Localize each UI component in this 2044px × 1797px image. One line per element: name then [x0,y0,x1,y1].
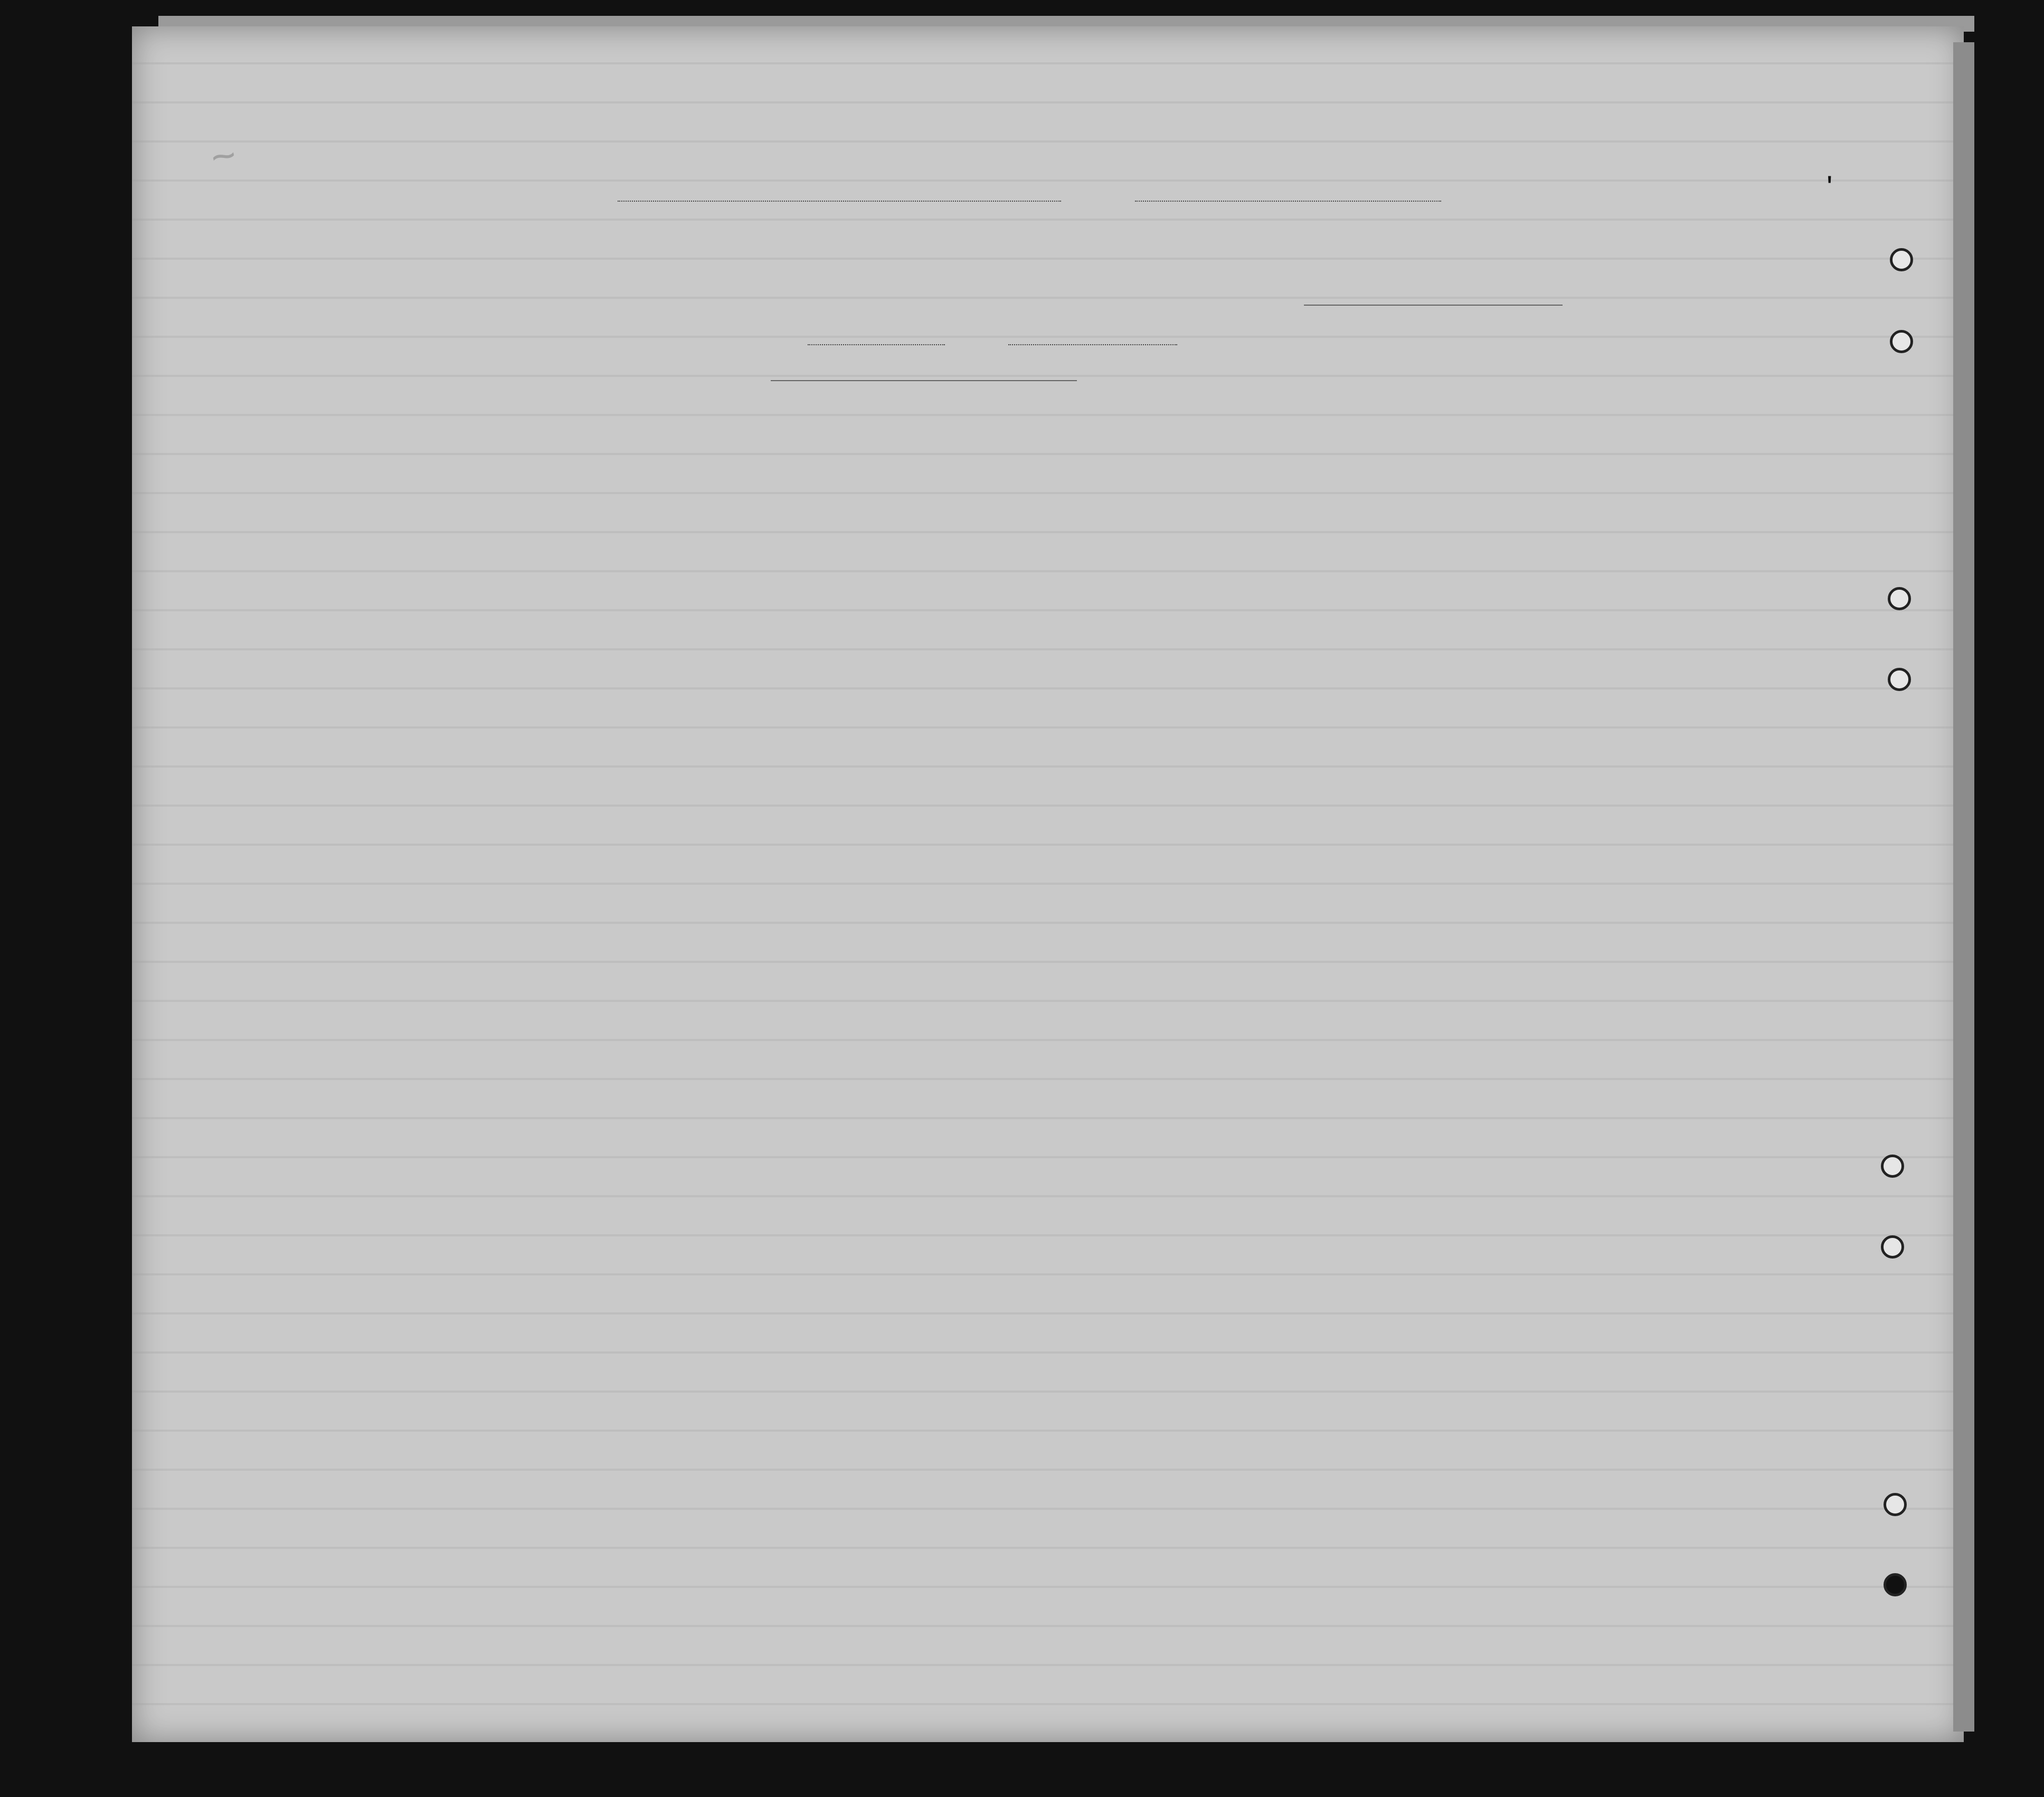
sworn-month-blank [1008,343,1177,345]
punch-hole [1888,587,1911,610]
paper-edge-right [1953,42,1974,1732]
document-page [132,26,1964,1742]
sworn-day-blank [808,343,945,345]
vessel-blank [1135,200,1441,202]
punch-hole [1888,668,1911,691]
punch-hole [1884,1573,1907,1596]
faint-handwriting-mark: ~ [206,130,241,182]
punch-hole [1890,248,1913,271]
bleed-through-texture [132,26,1964,1742]
name-blank [618,200,1061,202]
inspector-signature-line [771,379,1077,381]
punch-hole [1884,1493,1907,1516]
punch-hole [1890,330,1913,353]
pen-mark: ʹ [1827,169,1833,205]
punch-hole [1881,1235,1904,1259]
master-signature-line [1304,304,1563,306]
punch-hole [1881,1155,1904,1178]
